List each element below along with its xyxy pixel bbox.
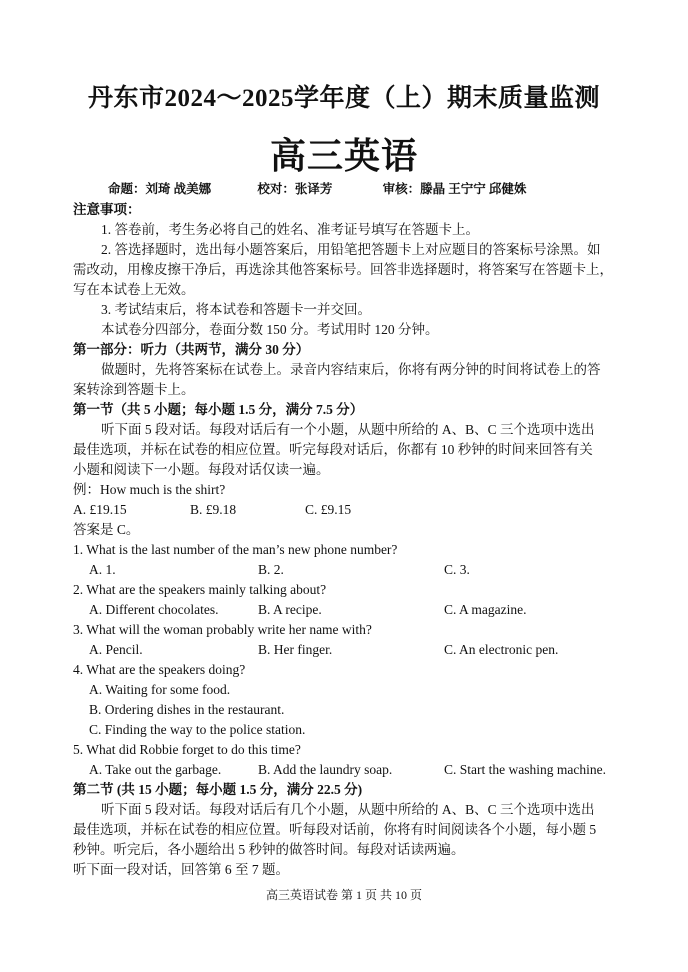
example-option-c: C. £9.15 xyxy=(305,502,352,517)
q4-option-c: C. Finding the way to the police station. xyxy=(89,722,306,737)
part1-heading: 第一部分：听力（共两节，满分 30 分） xyxy=(73,342,310,357)
notice-item-2-cont: 需改动，用橡皮擦干净后，再选涂其他答案标号。回答非选择题时，将答案写在答题卡上， xyxy=(73,262,613,277)
example-option-a: A. £19.15 xyxy=(73,502,127,517)
page-footer: 高三英语试卷 第 1 页 共 10 页 xyxy=(265,888,422,902)
q3-option-b: B. Her finger. xyxy=(258,642,333,657)
subject-title: 高三英语 xyxy=(269,136,418,176)
example-question: 例：How much is the shirt? xyxy=(73,482,226,497)
section1-heading: 第一节（共 5 小题；每小题 1.5 分，满分 7.5 分） xyxy=(73,402,364,417)
q3-option-a: A. Pencil. xyxy=(89,642,143,657)
setters: 命题：刘琦 战美娜 xyxy=(108,182,212,196)
example-option-b: B. £9.18 xyxy=(190,502,237,517)
q4-option-b: B. Ordering dishes in the restaurant. xyxy=(89,702,285,717)
q3-option-c: C. An electronic pen. xyxy=(444,642,559,657)
notice-item-4: 本试卷分四部分，卷面分数 150 分。考试用时 120 分钟。 xyxy=(101,322,439,337)
q1-option-c: C. 3. xyxy=(444,562,470,577)
q1-option-b: B. 2. xyxy=(258,562,284,577)
section2-heading: 第二节 (共 15 小题；每小题 1.5 分，满分 22.5 分) xyxy=(73,782,363,797)
section1-intro-cont: 小题和阅读下一小题。每段对话仅读一遍。 xyxy=(73,462,330,477)
q4-option-a: A. Waiting for some food. xyxy=(89,682,231,697)
reviewers: 审核：滕晶 王宁宁 邱健姝 xyxy=(382,182,527,196)
notice-item-2: 2. 答选择题时，选出每小题答案后，用铅笔把答题卡上对应题目的答案标号涂黑。如 xyxy=(101,242,601,257)
q5-option-c: C. Start the washing machine. xyxy=(444,762,606,777)
example-answer: 答案是 C。 xyxy=(73,522,140,537)
section2-next: 听下面一段对话，回答第 6 至 7 题。 xyxy=(73,862,289,877)
question-3: 3. What will the woman probably write her name with? xyxy=(73,622,372,637)
notice-item-3: 3. 考试结束后，将本试卷和答题卡一并交回。 xyxy=(101,302,371,317)
proofreader: 校对：张译芳 xyxy=(257,182,333,196)
part1-intro: 做题时，先将答案标在试卷上。录音内容结束后，你将有两分钟的时间将试卷上的答 xyxy=(101,362,601,377)
notice-item-1: 1. 答卷前，考生务必将自己的姓名、准考证号填写在答题卡上。 xyxy=(101,222,479,237)
question-5: 5. What did Robbie forget to do this time? xyxy=(73,742,301,757)
exam-title: 丹东市2024～2025学年度（上）期末质量监测 xyxy=(87,85,600,112)
q5-option-a: A. Take out the garbage. xyxy=(89,762,222,777)
credits-line xyxy=(108,179,526,197)
notice-item-2-cont: 写在本试卷上无效。 xyxy=(73,282,195,297)
question-4: 4. What are the speakers doing? xyxy=(73,662,246,677)
section1-intro: 听下面 5 段对话。每段对话后有一个小题，从题中所给的 A、B、C 三个选项中选出 xyxy=(101,422,595,437)
q2-option-b: B. A recipe. xyxy=(258,602,322,617)
section2-intro-cont: 秒钟。听完后，各小题给出 5 秒钟的做答时间。每段对话读两遍。 xyxy=(73,842,465,857)
notice-heading: 注意事项： xyxy=(73,202,141,217)
section2-intro: 听下面 5 段对话。每段对话后有几个小题，从题中所给的 A、B、C 三个选项中选出 xyxy=(101,802,595,817)
section2-intro-cont: 最佳选项，并标在试卷的相应位置。听每段对话前，你将有时间阅读各个小题，每小题 5 xyxy=(73,822,597,837)
question-2: 2. What are the speakers mainly talking about? xyxy=(73,582,327,597)
q1-option-a: A. 1. xyxy=(89,562,116,577)
q2-option-a: A. Different chocolates. xyxy=(89,602,219,617)
q2-option-c: C. A magazine. xyxy=(444,602,527,617)
question-1: 1. What is the last number of the man’s new phone number? xyxy=(73,542,398,557)
section1-intro-cont: 最佳选项，并标在试卷的相应位置。听完每段对话后，你都有 10 秒钟的时间来回答有关 xyxy=(73,442,593,457)
q5-option-b: B. Add the laundry soap. xyxy=(258,762,393,777)
part1-intro-cont: 案转涂到答题卡上。 xyxy=(73,382,195,397)
